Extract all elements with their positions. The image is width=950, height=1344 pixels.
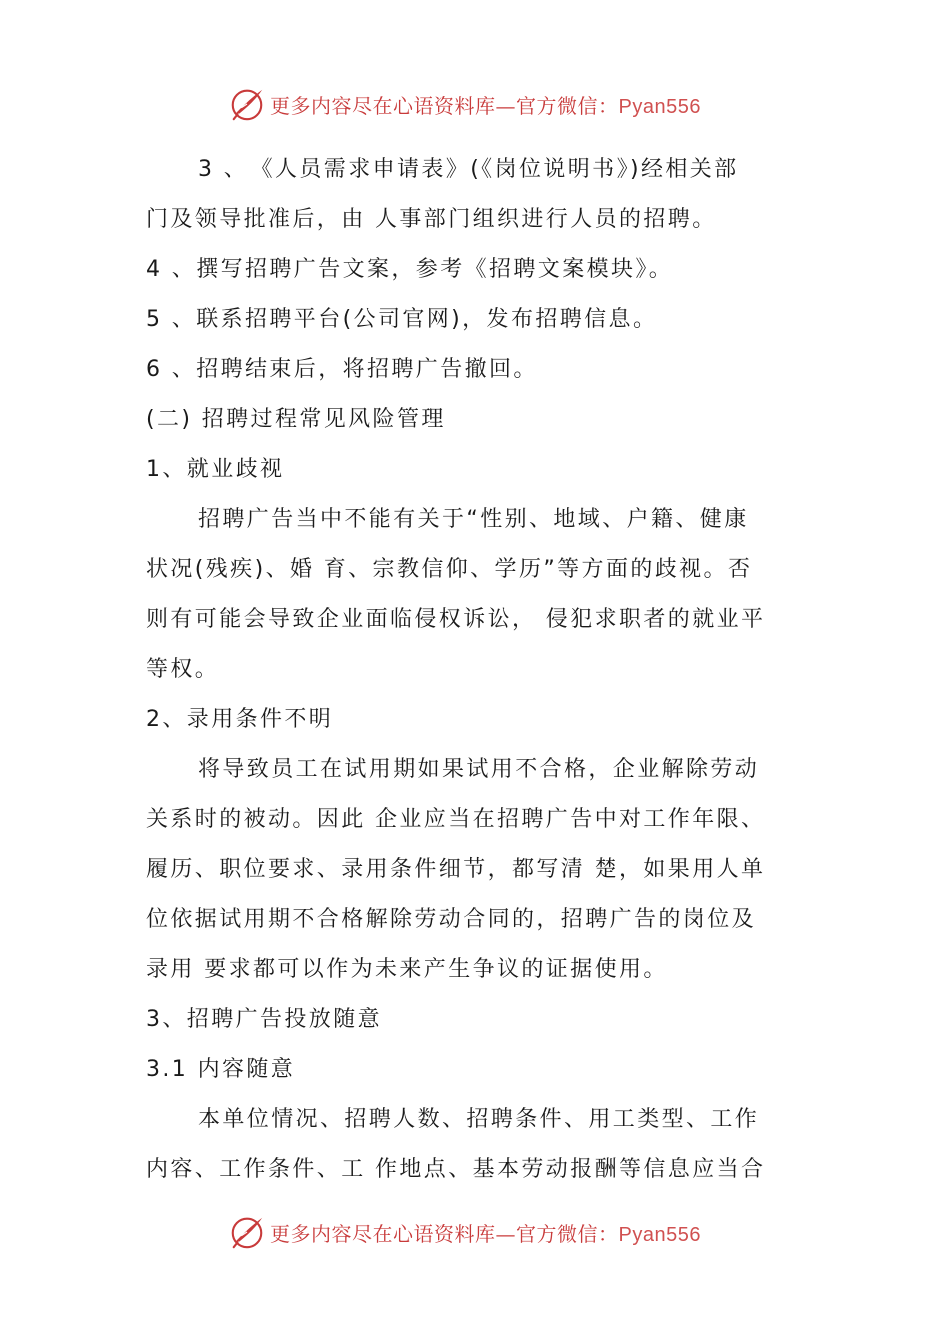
body-line: 履历、职位要求、录用条件细节，都写清 楚，如果用人单 xyxy=(146,857,766,882)
header-wechat-label: 官方微信： xyxy=(516,93,619,118)
quill-logo-icon xyxy=(228,1213,266,1251)
footer-brand: 更多内容尽在心语资料库 xyxy=(270,1221,496,1246)
subsection-heading: 3、招聘广告投放随意 xyxy=(146,1007,382,1032)
body-line: 6 、招聘结束后，将招聘广告撤回。 xyxy=(146,357,538,382)
body-line: 5 、联系招聘平台(公司官网)，发布招聘信息。 xyxy=(146,307,658,332)
header-banner xyxy=(228,84,728,124)
subsection-heading: 1、就业歧视 xyxy=(146,457,285,482)
body-line: 状况(残疾)、婚 育、宗教信仰、学历”等方面的歧视。否 xyxy=(146,557,753,582)
footer-banner xyxy=(228,1212,728,1252)
header-dash: — xyxy=(495,93,516,118)
body-line: 则有可能会导致企业面临侵权诉讼， 侵犯求职者的就业平 xyxy=(146,607,766,632)
body-line: 本单位情况、招聘人数、招聘条件、用工类型、工作 xyxy=(198,1107,760,1132)
footer-wechat-id: Pyan556 xyxy=(618,1223,701,1246)
body-line: 招聘广告当中不能有关于“性别、地域、户籍、健康 xyxy=(198,507,749,532)
body-text xyxy=(146,145,810,1195)
body-line: 位依据试用期不合格解除劳动合同的，招聘广告的岗位及 xyxy=(146,907,757,932)
body-line: 将导致员工在试用期如果试用不合格，企业解除劳动 xyxy=(198,757,760,782)
body-line: 4 、撰写招聘广告文案，参考《招聘文案模块》。 xyxy=(146,257,674,282)
header-text xyxy=(270,90,701,119)
body-line: 等权。 xyxy=(146,657,220,682)
header-wechat-id: Pyan556 xyxy=(618,95,701,118)
header-brand: 更多内容尽在心语资料库 xyxy=(270,93,496,118)
footer-text xyxy=(270,1218,701,1247)
quill-logo-icon xyxy=(228,85,266,123)
subsection-heading: 2、录用条件不明 xyxy=(146,707,334,732)
subsection-heading: 3.1 内容随意 xyxy=(146,1057,296,1082)
footer-dash: — xyxy=(495,1221,516,1246)
section-heading: (二) 招聘过程常见风险管理 xyxy=(146,407,446,432)
body-line: 关系时的被动。因此 企业应当在招聘广告中对工作年限、 xyxy=(146,807,766,832)
footer-wechat-label: 官方微信： xyxy=(516,1221,619,1246)
body-line: 门及领导批准后，由 人事部门组织进行人员的招聘。 xyxy=(146,207,717,232)
body-line: 录用 要求都可以作为未来产生争议的证据使用。 xyxy=(146,957,668,982)
body-line: 内容、工作条件、工 作地点、基本劳动报酬等信息应当合 xyxy=(146,1157,766,1182)
body-line: 3 、 《人员需求申请表》(《岗位说明书》)经相关部 xyxy=(198,157,739,182)
